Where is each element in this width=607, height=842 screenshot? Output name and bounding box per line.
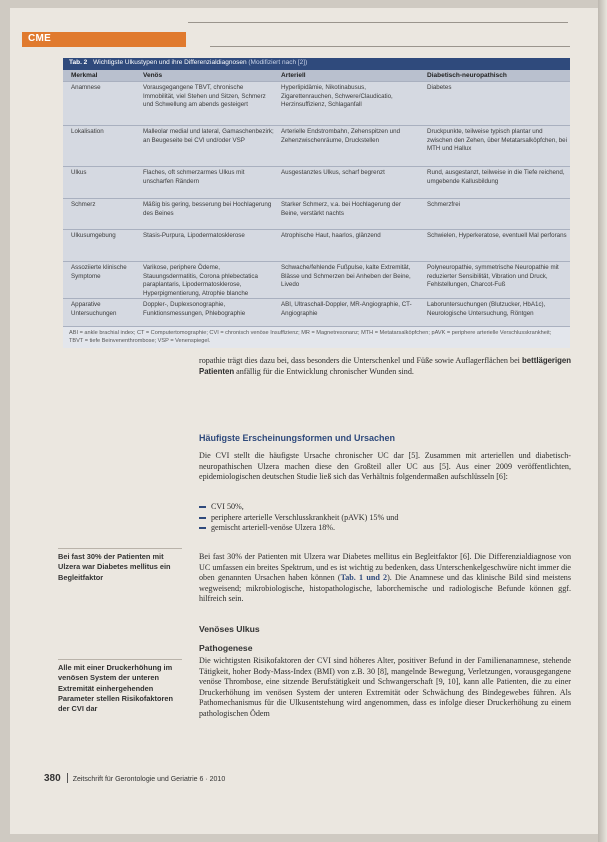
margin-note-rule bbox=[58, 659, 182, 660]
paragraph-prevalence: Die CVI stellt die häufigste Ursache chronischer UC dar [5]. Zusammen mit arteriellen und diabetisch-neuropathischen Ulzera machen diese den Großteil aller UC aus [5]. Aus einer 2009 veröffentlichten, epidemiologischen deutschen Studie ließ sich das Verhältnis folgendermaßen aufschlüsseln [6]: bbox=[199, 451, 571, 482]
table-reference-link[interactable]: Tab. 1 und 2 bbox=[340, 573, 388, 583]
table-cell: Ulkusumgebung bbox=[71, 232, 116, 239]
table-row bbox=[63, 261, 570, 298]
page-footer bbox=[44, 773, 225, 784]
page-number: 380 bbox=[44, 773, 61, 784]
text-span: ). Die Anamnese und das klinische Bild sind meistens wegweisend; mikrobiologische, histopathologische, laborchemische und radiologische Befunde können ggf. hilfreich sein. bbox=[199, 573, 571, 604]
text-span: Bei fast 30% der Patienten mit Ulzera war Diabetes mellitus ein Begleitfaktor [6]. Die Differenzialdiagnose von UC umfassen ein breites Spektrum, und es ist wichtig zu bedenken, dass Unterschenkelgeschwüre nicht immer die oben genannten Ursachen haben können ( bbox=[199, 552, 571, 583]
table-cell: Hyperlipidämie, Nikotinabusus, Zigarettenrauchen, Schwere/Claudicatio, Herzinsuffizienz, Schlaganfall bbox=[281, 84, 393, 109]
text-span: anfällig für die Entwicklung chronischer Wunden sind. bbox=[236, 366, 414, 376]
table-cell: Mäßig bis gering, besserung bei Hochlagerung des Beines bbox=[143, 201, 272, 217]
column-header: Arteriell bbox=[281, 72, 306, 79]
table-row bbox=[63, 81, 570, 116]
table-cell: Druckpunkte, teilweise typisch plantar und zwischen den Zehen, über Metatarsalköpfchen, bei MTH und Hallux bbox=[427, 128, 567, 153]
table-cell: Malleolar medial und lateral, Gamaschenbezirk; an Beugeseite bei CVI und/oder VSP bbox=[143, 128, 274, 144]
table-cell: Rund, ausgestanzt, teilweise in die Tiefe reichend, umgebende Kallusbildung bbox=[427, 169, 565, 185]
column-header: Diabetisch-neuropathisch bbox=[427, 72, 507, 79]
margin-note-risk-factors: Alle mit einer Druckerhöhung im venösen System der unteren Extremität einhergehenden Parameter stellen Risikofaktoren der CVI dar bbox=[58, 663, 174, 714]
column-header: Venös bbox=[143, 72, 163, 79]
top-rule bbox=[188, 22, 568, 23]
table-cell: Laboruntersuchungen (Blutzucker, HbA1c), Neurologische Untersuchung, Röntgen bbox=[427, 301, 546, 317]
table-cell: Schmerz bbox=[71, 201, 96, 208]
paragraph-differential bbox=[199, 552, 571, 605]
table-cell: Polyneuropathie, symmetrische Neuropathie mit reduzierter Sensibilität, Vibration und Druck, Fehlstellungen, Charcot-Fuß bbox=[427, 264, 559, 289]
table-row bbox=[63, 298, 570, 326]
table-cell: Schmerzfrei bbox=[427, 201, 461, 208]
table-cell: Ausgestanztes Ulkus, scharf begrenzt bbox=[281, 169, 385, 176]
table-cell: Diabetes bbox=[427, 84, 452, 91]
subsection-heading: Venöses Ulkus bbox=[199, 624, 260, 634]
table-cell: Starker Schmerz, v.a. bei Hochlagerung der Beine, verstärkt nachts bbox=[281, 201, 401, 217]
table-cell: Vorausgegangene TBVT, chronische Immobilität, viel Stehen und Sitzen, Schmerz und Schwellung am abends gesteigert bbox=[143, 84, 266, 109]
footer-divider bbox=[67, 773, 68, 783]
section-label: CME bbox=[22, 32, 186, 47]
table-row bbox=[63, 166, 570, 198]
table-cell: Atrophische Haut, haarlos, glänzend bbox=[281, 232, 381, 239]
list-item: gemischt arteriell-venöse Ulzera 18%. bbox=[199, 523, 571, 534]
section-heading: Häufigste Erscheinungsformen und Ursachen bbox=[199, 433, 396, 443]
table-cell: Apparative Untersuchungen bbox=[71, 301, 117, 317]
table-row bbox=[63, 125, 570, 165]
table-cell: ABI, Ultraschall-Doppler, MR-Angiographie, CT-Angiographie bbox=[281, 301, 412, 317]
bold-phrase: bettlägerigen Patienten bbox=[199, 356, 571, 376]
table-header-row bbox=[63, 70, 570, 81]
table-cell: Arterielle Endstrombahn, Zehenspitzen und Zehenzwischenräume, Druckstellen bbox=[281, 128, 401, 144]
table-row bbox=[63, 198, 570, 229]
table-subtitle: (Modifiziert nach [2]) bbox=[248, 59, 308, 66]
table-footnote: ABI = ankle brachial index; CT = Computertomographie; CVI = chronisch venöse Insuffizienz; MR = Magnetresonanz; MTH = Metatarsalköpfchen; pAVK = periphere arterielle Verschlusskrankheit; TBVT = tiefe Beinvenenthrombose; VSP = Venenspiegel. bbox=[63, 326, 570, 348]
book-spine-shadow bbox=[598, 0, 607, 842]
table-cell: Schwielen, Hyperkeratose, eventuell Mal perforans bbox=[427, 232, 567, 239]
column-header: Merkmal bbox=[71, 72, 98, 79]
table-cell: Ulkus bbox=[71, 169, 87, 176]
table-cell: Anamnese bbox=[71, 84, 101, 91]
prevalence-list bbox=[199, 502, 571, 534]
paragraph-intro bbox=[199, 356, 571, 377]
table-number: Tab. 2 bbox=[69, 59, 88, 66]
paragraph-pathogenesis: Die wichtigsten Risikofaktoren der CVI sind höheres Alter, positiver Befund in der Familienanamnese, stehende Tätigkeit, hoher Body-Mass-Index (BMI) von z.B. 30 [8], mangelnde Bewegung, Verletzungen, vorausgegangene venöse Thrombose, eine sitzende Berufstätigkeit und Schwangerschaft [9, 10], kann alle Patienten, die zu einer Druckerhöhung im venösen System der unteren Extremität oder Schwächung des Bindegewebes führen. Als Pathomechanismus für die Ulkusentstehung wird angenommen, dass es infolge dieser Druckerhöhung zu einem pathologischen Ödem bbox=[199, 656, 571, 718]
table-cell: Stasis-Purpura, Lipodermatosklerose bbox=[143, 232, 245, 239]
table-cell: Assoziierte klinische Symptome bbox=[71, 264, 127, 280]
table-cell: Varikose, periphere Ödeme, Stauungsdermatitis, Corona phlebectatica paraplantaris, Lipodermatosklerose, Hyperpigmentierung, Atrophie blanche bbox=[143, 264, 258, 297]
margin-note-diabetes: Bei fast 30% der Patienten mit Ulzera war Diabetes mellitus ein Begleitfaktor bbox=[58, 552, 171, 582]
text-span: bei bbox=[510, 356, 520, 365]
table-cell: Schwache/fehlende Fußpulse, kalte Extremität, Blässe und Schmerzen bei Anheben der Beine, Livedo bbox=[281, 264, 411, 289]
table-cell: Lokalisation bbox=[71, 128, 104, 135]
journal-name: Zeitschrift für Gerontologie und Geriatrie 6 · 2010 bbox=[72, 776, 226, 783]
table-title-bar bbox=[63, 58, 570, 70]
table-cell: Doppler-, Duplexsonographie, Funktionsmessungen, Phlebographie bbox=[143, 301, 246, 317]
header-rule bbox=[210, 46, 570, 47]
table-2 bbox=[63, 58, 570, 348]
margin-note-rule bbox=[58, 548, 182, 549]
list-item: periphere arterielle Verschlusskrankheit (pAVK) 15% und bbox=[199, 513, 571, 524]
table-row bbox=[63, 229, 570, 261]
text-span: ropathie trägt dies dazu bei, dass besonders die Unterschenkel und Füße sowie Auflagerflächen bbox=[199, 356, 508, 365]
list-item: CVI 50%, bbox=[199, 502, 571, 513]
subsubsection-heading: Pathogenese bbox=[199, 643, 253, 653]
table-cell: Flaches, oft schmerzarmes Ulkus mit unscharfen Rändern bbox=[143, 169, 245, 185]
table-title: Wichtigste Ulkustypen und ihre Differenzialdiagnosen bbox=[93, 59, 247, 66]
